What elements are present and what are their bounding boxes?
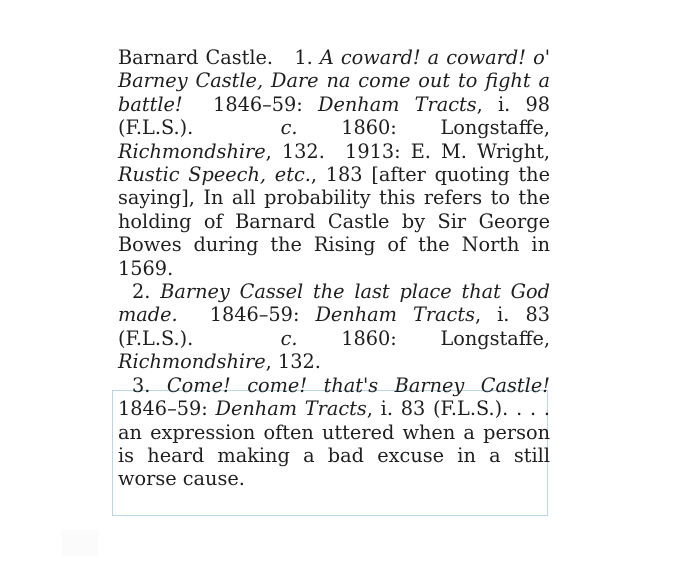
dictionary-entry <box>118 46 550 491</box>
sense-3-quote: Come! come! that's Barney Castle! <box>166 373 551 397</box>
sense-1-ref-3: , 183 [after quoting the saying], In all probability this refers to the holding of Barnard Castle by Sir George Bowes during the Rising of the North in 1569. <box>118 163 550 280</box>
sense-2-ref-1: , i. 83 (F.L.S.). <box>118 303 550 350</box>
sense-1-date-3: 1913: <box>345 139 401 163</box>
sense-2-source-1: Denham Tracts <box>315 303 475 327</box>
sense-3-ref-1: , i. 83 (F.L.S.). <box>366 397 509 421</box>
sense-1-ref-1: , i. 98 (F.L.S.). <box>118 92 550 140</box>
sense-1-source-3: Rustic Speech, etc. <box>118 163 311 187</box>
sense-1-source-2: Richmondshire <box>118 139 266 163</box>
sense-3-number: 3. <box>132 373 151 397</box>
sense-1-source-2-author: Longstaffe, <box>440 116 551 140</box>
sense-3-source-1: Denham Tracts <box>215 397 367 421</box>
sense-1-source-1: Denham Tracts <box>317 92 477 116</box>
sense-3-gloss: . . . an expression often uttered when a person is heard making a bad excuse in a still worse cause. <box>118 397 550 491</box>
sense-1-quote: A coward! a coward! o' Barney Castle, Dare na come out to fight a battle! <box>118 46 550 116</box>
sense-1-ref-2: , 132. <box>265 139 325 163</box>
sense-1-source-3-author: E. M. Wright, <box>410 139 550 163</box>
sense-2-source-2-author: Longstaffe, <box>440 326 551 350</box>
sense-2-quote: Barney Cassel the last place that God made. <box>118 280 550 327</box>
sense-2 <box>118 280 550 374</box>
sense-1 <box>118 46 550 280</box>
sense-1-date-2: 1860: <box>341 116 397 140</box>
headword: Barnard Castle. <box>118 46 274 69</box>
sense-1-date-2-circa: c. <box>280 116 298 140</box>
sense-1-number: 1. <box>294 46 313 69</box>
sense-2-ref-2: , 132. <box>265 350 321 374</box>
scan-artifact <box>62 530 98 556</box>
sense-1-date-1: 1846–59: <box>213 92 303 116</box>
sense-2-source-2: Richmondshire <box>118 350 266 374</box>
sense-3-date-1: 1846–59: <box>118 397 208 421</box>
sense-2-date-2: 1860: <box>341 326 397 350</box>
sense-2-date-1: 1846–59: <box>209 303 300 327</box>
sense-2-number: 2. <box>132 280 151 304</box>
sense-2-date-2-circa: c. <box>280 326 298 350</box>
sense-3 <box>118 374 550 491</box>
